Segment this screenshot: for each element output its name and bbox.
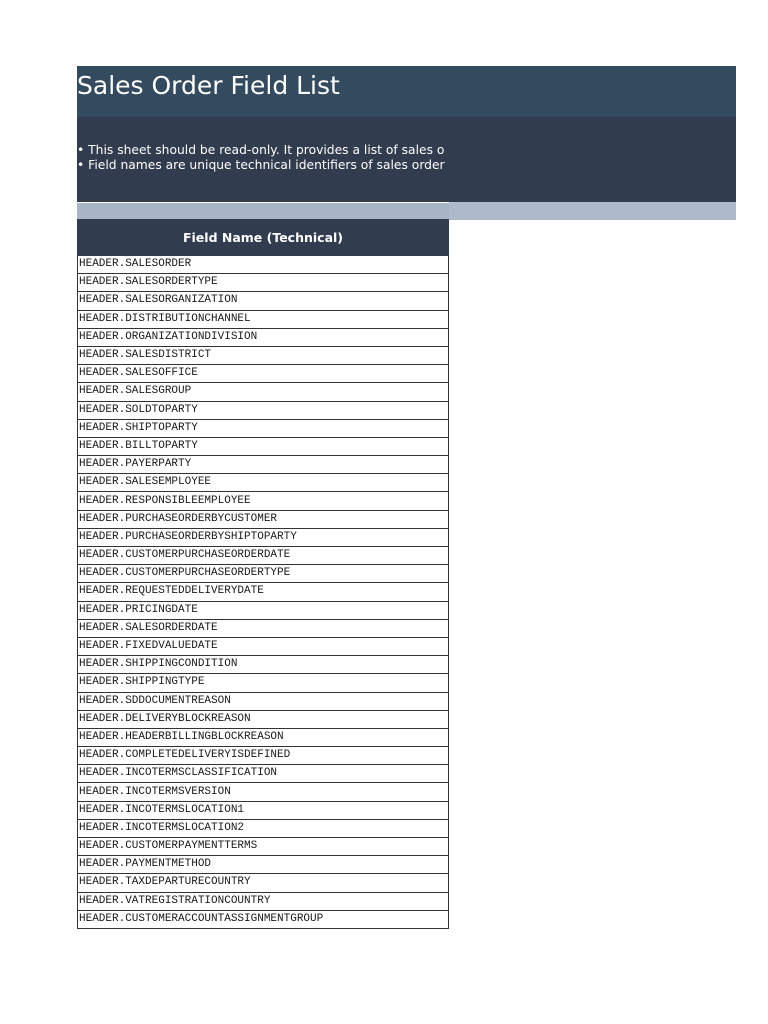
table-row: [78, 674, 449, 692]
spacer-row-right: [449, 202, 736, 220]
field-name-cell[interactable]: HEADER.CUSTOMERACCOUNTASSIGNMENTGROUP: [78, 910, 449, 928]
field-name-cell[interactable]: HEADER.INCOTERMSVERSION: [78, 783, 449, 801]
field-name-cell[interactable]: HEADER.DELIVERYBLOCKREASON: [78, 710, 449, 728]
field-name-cell[interactable]: HEADER.PURCHASEORDERBYSHIPTOPARTY: [78, 528, 449, 546]
table-row: [78, 256, 449, 274]
table-row: [78, 637, 449, 655]
table-row: [78, 747, 449, 765]
table-row: [78, 310, 449, 328]
table-row: [78, 547, 449, 565]
table-row: [78, 819, 449, 837]
field-name-cell[interactable]: HEADER.BILLTOPARTY: [78, 437, 449, 455]
field-name-cell[interactable]: HEADER.ORGANIZATIONDIVISION: [78, 328, 449, 346]
table-row: [78, 583, 449, 601]
spacer-row: [77, 202, 449, 220]
field-name-cell[interactable]: HEADER.SALESEMPLOYEE: [78, 474, 449, 492]
table-row: [78, 801, 449, 819]
field-name-cell[interactable]: HEADER.HEADERBILLINGBLOCKREASON: [78, 728, 449, 746]
field-name-cell[interactable]: HEADER.INCOTERMSLOCATION2: [78, 819, 449, 837]
field-name-cell[interactable]: HEADER.DISTRIBUTIONCHANNEL: [78, 310, 449, 328]
table-row: [78, 365, 449, 383]
table-row: [78, 783, 449, 801]
field-name-cell[interactable]: HEADER.CUSTOMERPURCHASEORDERDATE: [78, 547, 449, 565]
field-name-cell[interactable]: HEADER.SALESORDERDATE: [78, 619, 449, 637]
field-name-cell[interactable]: HEADER.SALESGROUP: [78, 383, 449, 401]
table-row: [78, 874, 449, 892]
field-name-cell[interactable]: HEADER.SALESORDER: [78, 256, 449, 274]
table-row: [78, 728, 449, 746]
table-row: [78, 892, 449, 910]
note-read-only: • This sheet should be read-only. It provides a list of sales o: [77, 143, 445, 157]
table-row: [78, 346, 449, 364]
notes-cell[interactable]: [77, 143, 449, 173]
table-row: [78, 601, 449, 619]
field-name-cell[interactable]: HEADER.CUSTOMERPURCHASEORDERTYPE: [78, 565, 449, 583]
sheet-title: Sales Order Field List: [77, 71, 340, 100]
field-name-cell[interactable]: HEADER.VATREGISTRATIONCOUNTRY: [78, 892, 449, 910]
table-row: [78, 656, 449, 674]
field-name-cell[interactable]: HEADER.SOLDTOPARTY: [78, 401, 449, 419]
table-row: [78, 765, 449, 783]
field-name-cell[interactable]: HEADER.COMPLETEDELIVERYISDEFINED: [78, 747, 449, 765]
table-header-row: [78, 220, 449, 256]
field-name-cell[interactable]: HEADER.TAXDEPARTURECOUNTRY: [78, 874, 449, 892]
table-row: [78, 838, 449, 856]
table-row: [78, 383, 449, 401]
table-row: [78, 692, 449, 710]
field-name-cell[interactable]: HEADER.SALESORDERTYPE: [78, 274, 449, 292]
table-row: [78, 510, 449, 528]
field-name-cell[interactable]: HEADER.PRICINGDATE: [78, 601, 449, 619]
field-name-cell[interactable]: HEADER.INCOTERMSCLASSIFICATION: [78, 765, 449, 783]
field-list-body: [78, 256, 449, 929]
notes-band: [77, 117, 736, 202]
field-name-cell[interactable]: HEADER.REQUESTEDDELIVERYDATE: [78, 583, 449, 601]
table-row: [78, 910, 449, 928]
table-row: [78, 419, 449, 437]
field-name-cell[interactable]: HEADER.SDDOCUMENTREASON: [78, 692, 449, 710]
field-name-cell[interactable]: HEADER.SALESOFFICE: [78, 365, 449, 383]
table-row: [78, 292, 449, 310]
table-row: [78, 328, 449, 346]
table-row: [78, 710, 449, 728]
field-name-cell[interactable]: HEADER.SALESDISTRICT: [78, 346, 449, 364]
field-name-cell[interactable]: HEADER.CUSTOMERPAYMENTTERMS: [78, 838, 449, 856]
table-row: [78, 492, 449, 510]
field-list-table: [77, 219, 449, 929]
table-row: [78, 401, 449, 419]
table-row: [78, 619, 449, 637]
field-name-cell[interactable]: HEADER.PAYERPARTY: [78, 456, 449, 474]
field-name-cell[interactable]: HEADER.FIXEDVALUEDATE: [78, 637, 449, 655]
table-row: [78, 474, 449, 492]
table-row: [78, 565, 449, 583]
title-band: [77, 66, 736, 117]
field-name-cell[interactable]: HEADER.INCOTERMSLOCATION1: [78, 801, 449, 819]
table-row: [78, 274, 449, 292]
note-field-names: • Field names are unique technical identifiers of sales order: [77, 158, 445, 172]
field-name-cell[interactable]: HEADER.RESPONSIBLEEMPLOYEE: [78, 492, 449, 510]
field-name-cell[interactable]: HEADER.SALESORGANIZATION: [78, 292, 449, 310]
field-name-cell[interactable]: HEADER.SHIPPINGTYPE: [78, 674, 449, 692]
table-row: [78, 437, 449, 455]
field-name-cell[interactable]: HEADER.PURCHASEORDERBYCUSTOMER: [78, 510, 449, 528]
table-row: [78, 456, 449, 474]
field-name-cell[interactable]: HEADER.SHIPTOPARTY: [78, 419, 449, 437]
field-name-cell[interactable]: HEADER.SHIPPINGCONDITION: [78, 656, 449, 674]
table-row: [78, 856, 449, 874]
table-row: [78, 528, 449, 546]
field-name-cell[interactable]: HEADER.PAYMENTMETHOD: [78, 856, 449, 874]
column-header-field-name[interactable]: Field Name (Technical): [78, 220, 449, 256]
